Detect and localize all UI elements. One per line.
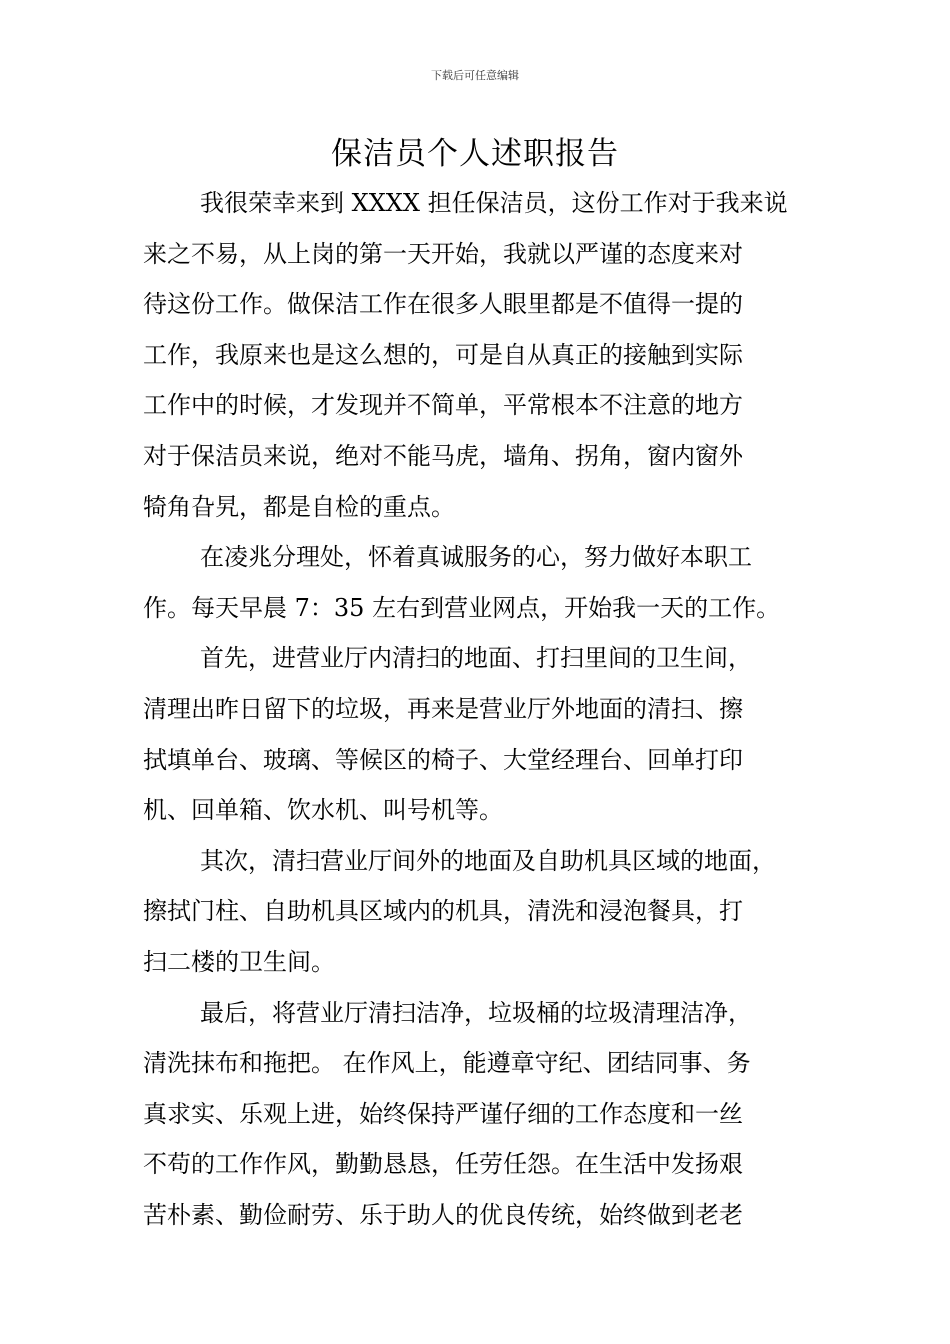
text-line: 清洗抹布和拖把。 在作风上，能遵章守纪、团结同事、务 [143, 1049, 751, 1078]
document-body [143, 178, 813, 1240]
text-line: 我很荣幸来到 XXXX 担任保洁员，这份工作对于我来说 [200, 189, 788, 217]
text-line: 机、回单箱、饮水机、叫号机等。 [143, 796, 503, 825]
text-line: 拭填单台、玻璃、等候区的椅子、大堂经理台、回单打印 [143, 745, 743, 774]
text-line: 其次，清扫营业厅间外的地面及自助机具区域的地面， [200, 846, 776, 875]
header-note: 下载后可任意编辑 [431, 69, 519, 82]
text-line: 扫二楼的卫生间。 [143, 947, 335, 976]
document-title: 保洁员个人述职报告 [331, 136, 619, 172]
text-line: 擦拭门柱、自助机具区域内的机具，清洗和浸泡餐具，打 [143, 897, 743, 926]
text-line: 最后，将营业厅清扫洁净，垃圾桶的垃圾清理洁净， [200, 998, 752, 1027]
text-line: 不苟的工作作风，勤勤恳恳，任劳任怨。在生活中发扬艰 [143, 1150, 743, 1179]
text-line: 首先，进营业厅内清扫的地面、打扫里间的卫生间， [200, 644, 752, 673]
text-line: 清理出昨日留下的垃圾，再来是营业厅外地面的清扫、擦 [143, 694, 743, 723]
text-line: 犄角旮旯，都是自检的重点。 [143, 492, 455, 521]
text-line: 来之不易，从上岗的第一天开始，我就以严谨的态度来对 [143, 239, 743, 268]
text-line: 作。每天早晨 7：35 左右到营业网点，开始我一天的工作。 [143, 593, 781, 622]
text-line: 真求实、乐观上进，始终保持严谨仔细的工作态度和一丝 [143, 1099, 743, 1128]
text-line: 工作，我原来也是这么想的，可是自从真正的接触到实际 [143, 340, 743, 369]
text-line: 待这份工作。做保洁工作在很多人眼里都是不值得一提的 [143, 290, 743, 319]
text-line: 对于保洁员来说，绝对不能马虎，墙角、拐角，窗内窗外 [143, 441, 743, 470]
text-line: 苦朴素、勤俭耐劳、乐于助人的优良传统，始终做到老老 [143, 1200, 743, 1229]
text-line: 工作中的时候，才发现并不简单，平常根本不注意的地方 [143, 391, 743, 420]
text-line: 在凌兆分理处，怀着真诚服务的心，努力做好本职工 [200, 543, 752, 572]
